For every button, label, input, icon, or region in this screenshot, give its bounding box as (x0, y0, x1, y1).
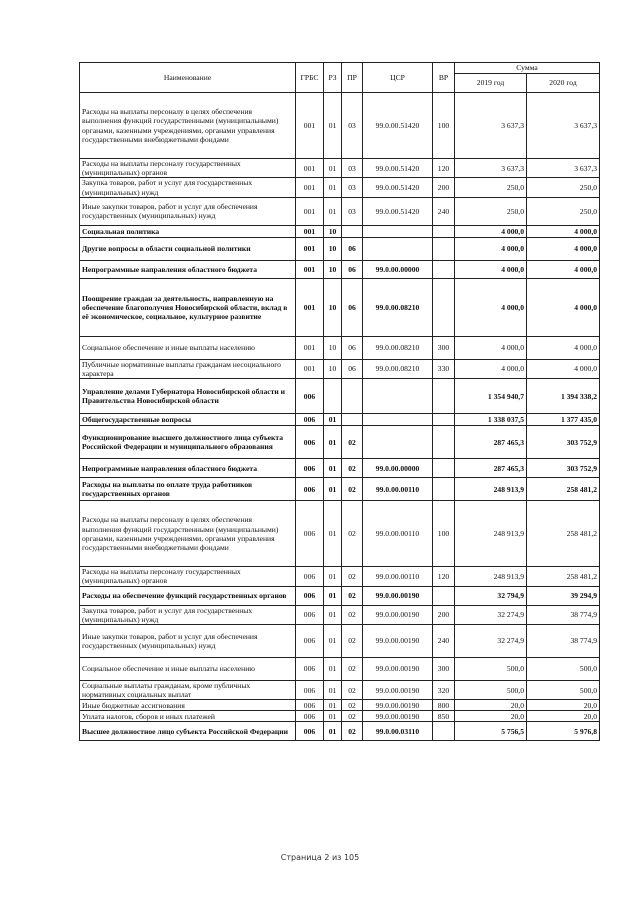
col-header-grbs: ГРБС (296, 63, 324, 93)
cell-name: Расходы на выплаты персоналу в целях обеспечения выполнения функций государственными (муниципальными) органами, казенными учреждениями, органами управления государственными внебюджетными фондами (80, 93, 296, 159)
cell-name: Управление делами Губернатора Новосибирской области и Правительства Новосибирской области (80, 379, 296, 414)
cell-v2020: 4 000,0 (527, 260, 600, 278)
col-header-vr: ВР (433, 63, 455, 93)
cell-csr: 99.0.00.00190 (363, 605, 433, 624)
cell-grbs: 001 (296, 225, 324, 237)
cell-v2020: 258 481,2 (527, 478, 600, 501)
cell-rz: 01 (324, 414, 342, 426)
cell-csr: 99.0.00.00190 (363, 700, 433, 711)
cell-v2020: 500,0 (527, 658, 600, 681)
cell-v2019: 32 274,9 (455, 605, 527, 624)
cell-vr: 100 (433, 93, 455, 159)
cell-grbs: 006 (296, 379, 324, 414)
table-row (80, 159, 600, 178)
cell-vr: 240 (433, 197, 455, 225)
table-row (80, 567, 600, 586)
cell-vr (433, 260, 455, 278)
table-row (80, 237, 600, 260)
cell-vr: 330 (433, 359, 455, 378)
cell-vr: 300 (433, 336, 455, 359)
cell-pr: 03 (342, 178, 363, 197)
cell-v2019: 248 913,9 (455, 567, 527, 586)
col-header-2019: 2019 год (455, 74, 527, 93)
cell-v2020: 500,0 (527, 681, 600, 700)
cell-name: Закупка товаров, работ и услуг для государственных (муниципальных) нужд (80, 605, 296, 624)
table-row (80, 225, 600, 237)
cell-csr: 99.0.00.00190 (363, 658, 433, 681)
cell-csr (363, 379, 433, 414)
cell-pr: 02 (342, 478, 363, 501)
cell-grbs: 006 (296, 459, 324, 478)
cell-grbs: 006 (296, 605, 324, 624)
cell-name: Расходы на выплаты персоналу в целях обеспечения выполнения функций государственными (муниципальными) органами, казенными учреждениями, органами управления государственными внебюджетными фондами (80, 501, 296, 567)
cell-pr: 02 (342, 426, 363, 459)
cell-csr: 99.0.00.51420 (363, 197, 433, 225)
cell-rz: 01 (324, 722, 342, 741)
cell-v2019: 4 000,0 (455, 225, 527, 237)
cell-v2020: 1 377 435,0 (527, 414, 600, 426)
cell-v2020: 39 294,9 (527, 586, 600, 605)
table-row (80, 278, 600, 336)
cell-name: Социальное обеспечение и иные выплаты населению (80, 658, 296, 681)
cell-pr: 02 (342, 711, 363, 722)
cell-v2019: 3 637,3 (455, 93, 527, 159)
cell-name: Расходы на обеспечение функций государственных органов (80, 586, 296, 605)
cell-vr: 800 (433, 700, 455, 711)
cell-v2020: 258 481,2 (527, 501, 600, 567)
cell-csr (363, 426, 433, 459)
cell-grbs: 006 (296, 586, 324, 605)
cell-name: Другие вопросы в области социальной политики (80, 237, 296, 260)
cell-vr: 120 (433, 159, 455, 178)
budget-table-sheet (79, 62, 599, 741)
cell-rz: 10 (324, 278, 342, 336)
cell-grbs: 006 (296, 658, 324, 681)
cell-csr: 99.0.00.08210 (363, 359, 433, 378)
cell-v2019: 250,0 (455, 178, 527, 197)
cell-name: Общегосударственные вопросы (80, 414, 296, 426)
cell-v2020: 20,0 (527, 700, 600, 711)
cell-name: Иные закупки товаров, работ и услуг для обеспечения государственных (муниципальных) нужд (80, 197, 296, 225)
cell-pr: 06 (342, 359, 363, 378)
cell-name: Расходы на выплаты персоналу государственных (муниципальных) органов (80, 159, 296, 178)
cell-vr (433, 722, 455, 741)
cell-rz: 01 (324, 459, 342, 478)
cell-v2019: 248 913,9 (455, 501, 527, 567)
cell-vr (433, 414, 455, 426)
cell-vr: 200 (433, 178, 455, 197)
cell-grbs: 001 (296, 237, 324, 260)
cell-vr: 850 (433, 711, 455, 722)
cell-rz: 01 (324, 625, 342, 658)
cell-grbs: 001 (296, 260, 324, 278)
cell-name: Социальные выплаты гражданам, кроме публичных нормативных социальных выплат (80, 681, 296, 700)
table-row (80, 197, 600, 225)
cell-grbs: 001 (296, 197, 324, 225)
cell-rz: 01 (324, 426, 342, 459)
table-row (80, 478, 600, 501)
cell-pr: 06 (342, 278, 363, 336)
cell-pr: 02 (342, 700, 363, 711)
cell-pr: 03 (342, 197, 363, 225)
cell-v2019: 5 756,5 (455, 722, 527, 741)
cell-v2020: 250,0 (527, 197, 600, 225)
cell-rz: 01 (324, 197, 342, 225)
col-header-sum: Сумма (455, 63, 600, 74)
cell-grbs: 001 (296, 278, 324, 336)
cell-rz: 10 (324, 336, 342, 359)
cell-grbs: 006 (296, 414, 324, 426)
cell-vr (433, 459, 455, 478)
cell-v2019: 1 338 037,5 (455, 414, 527, 426)
cell-rz: 01 (324, 478, 342, 501)
cell-csr: 99.0.00.51420 (363, 159, 433, 178)
cell-grbs: 001 (296, 359, 324, 378)
cell-pr: 02 (342, 459, 363, 478)
cell-v2020: 20,0 (527, 711, 600, 722)
table-row (80, 501, 600, 567)
cell-v2019: 287 465,3 (455, 459, 527, 478)
cell-csr (363, 225, 433, 237)
cell-vr (433, 478, 455, 501)
cell-name: Публичные нормативные выплаты гражданам несоциального характера (80, 359, 296, 378)
cell-grbs: 006 (296, 567, 324, 586)
table-row (80, 459, 600, 478)
cell-name: Иные закупки товаров, работ и услуг для обеспечения государственных (муниципальных) нужд (80, 625, 296, 658)
cell-pr: 06 (342, 237, 363, 260)
cell-grbs: 006 (296, 700, 324, 711)
cell-vr (433, 278, 455, 336)
table-row (80, 658, 600, 681)
cell-grbs: 001 (296, 93, 324, 159)
cell-v2020: 3 637,3 (527, 159, 600, 178)
cell-v2020: 4 000,0 (527, 336, 600, 359)
page-footer: Страница 2 из 105 (280, 853, 360, 862)
col-header-name: Наименование (80, 63, 296, 93)
cell-csr: 99.0.00.00190 (363, 586, 433, 605)
cell-vr: 120 (433, 567, 455, 586)
cell-vr (433, 237, 455, 260)
cell-v2020: 4 000,0 (527, 359, 600, 378)
cell-vr (433, 225, 455, 237)
cell-name: Поощрение граждан за деятельность, направленную на обеспечение благополучия Новосибирской области, вклад в её экономическое, социальное, культурное развитие (80, 278, 296, 336)
cell-name: Закупка товаров, работ и услуг для государственных (муниципальных) нужд (80, 178, 296, 197)
cell-pr: 02 (342, 722, 363, 741)
cell-rz (324, 379, 342, 414)
cell-rz: 10 (324, 237, 342, 260)
cell-grbs: 001 (296, 336, 324, 359)
cell-pr: 06 (342, 336, 363, 359)
cell-rz: 01 (324, 93, 342, 159)
cell-v2019: 250,0 (455, 197, 527, 225)
cell-name: Социальная политика (80, 225, 296, 237)
cell-v2019: 20,0 (455, 711, 527, 722)
cell-v2020: 250,0 (527, 178, 600, 197)
cell-pr: 03 (342, 93, 363, 159)
cell-csr: 99.0.00.00000 (363, 260, 433, 278)
cell-pr (342, 379, 363, 414)
cell-pr: 06 (342, 260, 363, 278)
cell-name: Иные бюджетные ассигнования (80, 700, 296, 711)
col-header-2020: 2020 год (527, 74, 600, 93)
cell-v2019: 500,0 (455, 681, 527, 700)
table-row (80, 711, 600, 722)
cell-rz: 01 (324, 711, 342, 722)
cell-v2019: 32 274,9 (455, 625, 527, 658)
cell-v2019: 3 637,3 (455, 159, 527, 178)
cell-grbs: 001 (296, 178, 324, 197)
cell-pr: 02 (342, 658, 363, 681)
cell-name: Непрограммные направления областного бюджета (80, 459, 296, 478)
table-row (80, 379, 600, 414)
cell-v2019: 4 000,0 (455, 278, 527, 336)
cell-vr: 240 (433, 625, 455, 658)
cell-name: Непрограммные направления областного бюджета (80, 260, 296, 278)
cell-v2019: 4 000,0 (455, 260, 527, 278)
cell-grbs: 006 (296, 426, 324, 459)
cell-csr: 99.0.00.00110 (363, 478, 433, 501)
table-row (80, 414, 600, 426)
budget-table (79, 62, 600, 741)
cell-csr: 99.0.00.03110 (363, 722, 433, 741)
cell-grbs: 006 (296, 722, 324, 741)
cell-csr: 99.0.00.00110 (363, 501, 433, 567)
cell-name: Расходы на выплаты персоналу государственных (муниципальных) органов (80, 567, 296, 586)
cell-pr (342, 414, 363, 426)
table-row (80, 426, 600, 459)
cell-csr: 99.0.00.00190 (363, 681, 433, 700)
cell-rz: 01 (324, 681, 342, 700)
cell-grbs: 001 (296, 159, 324, 178)
cell-v2019: 32 794,9 (455, 586, 527, 605)
cell-v2020: 38 774,9 (527, 625, 600, 658)
cell-csr: 99.0.00.00110 (363, 567, 433, 586)
cell-v2019: 4 000,0 (455, 359, 527, 378)
cell-grbs: 006 (296, 478, 324, 501)
table-row (80, 336, 600, 359)
table-row (80, 681, 600, 700)
cell-v2020: 1 394 338,2 (527, 379, 600, 414)
cell-csr: 99.0.00.00190 (363, 711, 433, 722)
cell-v2020: 303 752,9 (527, 459, 600, 478)
cell-pr: 02 (342, 501, 363, 567)
cell-csr: 99.0.00.08210 (363, 336, 433, 359)
cell-rz: 01 (324, 605, 342, 624)
cell-v2019: 248 913,9 (455, 478, 527, 501)
cell-vr (433, 586, 455, 605)
table-row (80, 178, 600, 197)
table-row (80, 700, 600, 711)
cell-vr (433, 379, 455, 414)
cell-rz: 01 (324, 178, 342, 197)
cell-v2019: 20,0 (455, 700, 527, 711)
cell-pr: 02 (342, 625, 363, 658)
cell-csr: 99.0.00.00000 (363, 459, 433, 478)
cell-v2019: 287 465,3 (455, 426, 527, 459)
cell-v2020: 5 976,8 (527, 722, 600, 741)
col-header-pr: ПР (342, 63, 363, 93)
cell-pr: 02 (342, 586, 363, 605)
cell-pr: 02 (342, 681, 363, 700)
cell-name: Функционирование высшего должностного лица субъекта Российской Федерации и муниципального образования (80, 426, 296, 459)
cell-csr: 99.0.00.08210 (363, 278, 433, 336)
cell-rz: 01 (324, 658, 342, 681)
table-row (80, 605, 600, 624)
table-row (80, 93, 600, 159)
cell-v2020: 3 637,3 (527, 93, 600, 159)
cell-rz: 01 (324, 567, 342, 586)
cell-csr (363, 414, 433, 426)
table-row (80, 625, 600, 658)
cell-rz: 01 (324, 501, 342, 567)
cell-v2020: 258 481,2 (527, 567, 600, 586)
cell-vr: 300 (433, 658, 455, 681)
cell-name: Социальное обеспечение и иные выплаты населению (80, 336, 296, 359)
cell-pr (342, 225, 363, 237)
cell-v2020: 4 000,0 (527, 278, 600, 336)
cell-rz: 10 (324, 225, 342, 237)
cell-vr: 320 (433, 681, 455, 700)
table-body (80, 93, 600, 741)
col-header-csr: ЦСР (363, 63, 433, 93)
cell-grbs: 006 (296, 711, 324, 722)
cell-rz: 10 (324, 359, 342, 378)
cell-name: Расходы на выплаты по оплате труда работников государственных органов (80, 478, 296, 501)
cell-rz: 01 (324, 700, 342, 711)
cell-csr: 99.0.00.00190 (363, 625, 433, 658)
cell-v2019: 4 000,0 (455, 336, 527, 359)
cell-v2019: 500,0 (455, 658, 527, 681)
cell-rz: 01 (324, 586, 342, 605)
col-header-rz: РЗ (324, 63, 342, 93)
cell-grbs: 006 (296, 501, 324, 567)
table-row (80, 586, 600, 605)
table-row (80, 722, 600, 741)
cell-pr: 02 (342, 567, 363, 586)
cell-csr: 99.0.00.51420 (363, 93, 433, 159)
cell-v2019: 4 000,0 (455, 237, 527, 260)
cell-name: Уплата налогов, сборов и иных платежей (80, 711, 296, 722)
cell-v2020: 4 000,0 (527, 225, 600, 237)
cell-rz: 01 (324, 159, 342, 178)
cell-grbs: 006 (296, 625, 324, 658)
cell-grbs: 006 (296, 681, 324, 700)
cell-vr: 200 (433, 605, 455, 624)
cell-pr: 03 (342, 159, 363, 178)
cell-v2020: 38 774,9 (527, 605, 600, 624)
cell-pr: 02 (342, 605, 363, 624)
cell-rz: 10 (324, 260, 342, 278)
cell-csr: 99.0.00.51420 (363, 178, 433, 197)
cell-v2020: 4 000,0 (527, 237, 600, 260)
cell-vr: 100 (433, 501, 455, 567)
cell-v2020: 303 752,9 (527, 426, 600, 459)
table-row (80, 359, 600, 378)
cell-vr (433, 426, 455, 459)
cell-v2019: 1 354 940,7 (455, 379, 527, 414)
table-row (80, 260, 600, 278)
cell-name: Высшее должностное лицо субъекта Российской Федерации (80, 722, 296, 741)
cell-csr (363, 237, 433, 260)
